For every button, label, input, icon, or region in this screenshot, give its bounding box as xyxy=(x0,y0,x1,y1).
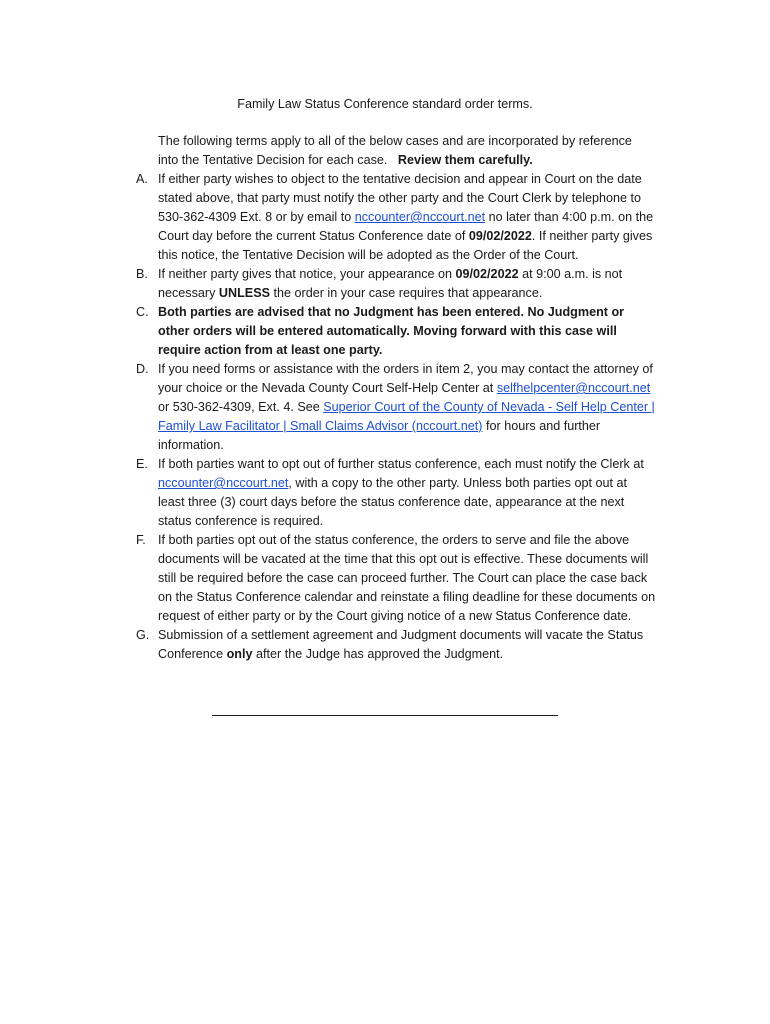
term-text-bold: Both parties are advised that no Judgment has been entered. No Judgment or other orders will be entered automatically. Moving forward with this case will require action from at least one party. xyxy=(158,305,625,357)
terms-list xyxy=(136,170,656,664)
term-text xyxy=(158,455,656,531)
term-marker: D. xyxy=(136,362,149,376)
unless-emphasis: UNLESS xyxy=(218,286,270,300)
term-text-segment: the order in your case requires that appearance. xyxy=(270,286,543,300)
self-help-center-link[interactable]: Superior Court of the County of Nevada - Self Help Center | Family Law Facilitator | Small Claims Advisor (nccourt.net) xyxy=(158,400,655,433)
term-marker: G. xyxy=(136,628,150,642)
email-link-nccounter[interactable]: nccounter@nccourt.net xyxy=(158,476,289,490)
term-marker: A. xyxy=(136,172,148,186)
intro-emphasis: Review them carefully. xyxy=(397,153,533,167)
intro-paragraph xyxy=(158,132,648,170)
conference-date: 09/02/2022 xyxy=(455,267,519,281)
term-marker: E. xyxy=(136,457,148,471)
term-item-c xyxy=(136,303,656,360)
term-text-segment: If neither party gives that notice, your appearance on xyxy=(158,267,456,281)
term-text xyxy=(158,265,656,303)
term-text xyxy=(158,626,656,664)
term-marker: B. xyxy=(136,267,148,281)
term-text-segment: after the Judge has approved the Judgment. xyxy=(252,647,504,661)
term-item-g xyxy=(136,626,656,664)
term-item-f xyxy=(136,531,656,626)
term-text: If both parties opt out of the status conference, the orders to serve and file the above documents will be vacated at the time that this opt out is effective. These documents will still be required before the case can proceed further. The Court can place the case back on the Status Conference calendar and reinstate a filing deadline for these documents on request of either party or by the Court giving notice of a new Status Conference date. xyxy=(158,533,656,623)
term-item-a xyxy=(136,170,656,265)
term-text-segment: at 9:00 a.m. is not necessary xyxy=(158,267,623,300)
term-text-segment: for hours and further information. xyxy=(158,419,601,452)
term-text-segment: If either party wishes to object to the tentative decision and appear in Court on the date stated above, that party must notify the other party and the Court Clerk by telephone to 530-362-4309 Ext. 8 or by email to xyxy=(158,172,642,224)
term-text-segment: If you need forms or assistance with the orders in item 2, you may contact the attorney of your choice or the Nevada County Court Self-Help Center at xyxy=(158,362,653,395)
term-item-e xyxy=(136,455,656,531)
term-text-segment: or 530-362-4309, Ext. 4. See xyxy=(158,400,324,414)
term-text xyxy=(158,170,656,265)
closing-rule xyxy=(212,715,558,716)
intro-text: The following terms apply to all of the below cases and are incorporated by reference into the Tentative Decision for each case. xyxy=(158,134,632,167)
email-link-selfhelpcenter[interactable]: selfhelpcenter@nccourt.net xyxy=(496,381,651,395)
term-text-segment: . If neither party gives this notice, the Tentative Decision will be adopted as the Order of the Court. xyxy=(158,229,653,262)
term-marker: C. xyxy=(136,305,149,319)
document-title: Family Law Status Conference standard order terms. xyxy=(237,97,533,111)
term-text xyxy=(158,360,656,455)
term-text-segment: If both parties want to opt out of further status conference, each must notify the Clerk at xyxy=(158,457,644,471)
only-emphasis: only xyxy=(226,647,253,661)
term-text-segment: no later than 4:00 p.m. on the Court day before the current Status Conference date of xyxy=(158,210,654,243)
term-text-segment: , with a copy to the other party. Unless both parties opt out at least three (3) court days before the status conference date, appearance at the next status conference is required. xyxy=(158,476,627,528)
email-link-nccounter[interactable]: nccounter@nccourt.net xyxy=(354,210,486,224)
term-item-b xyxy=(136,265,656,303)
term-marker: F. xyxy=(136,533,146,547)
term-item-d xyxy=(136,360,656,455)
term-text-segment: Submission of a settlement agreement and Judgment documents will vacate the Status Conference xyxy=(158,628,644,661)
conference-date: 09/02/2022 xyxy=(468,229,532,243)
